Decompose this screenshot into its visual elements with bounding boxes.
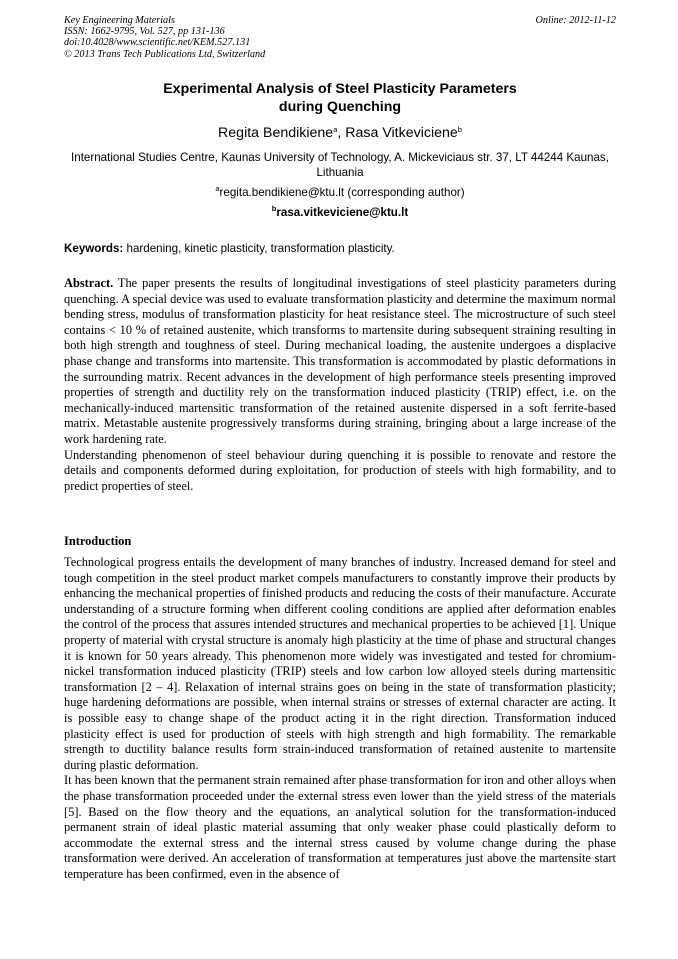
email-a-text: regita.bendikiene@ktu.lt (corresponding author) [219, 186, 465, 199]
abstract-label: Abstract. [64, 276, 114, 290]
author-list [64, 125, 616, 142]
keywords-text: hardening, kinetic plasticity, transformation plasticity. [123, 242, 395, 255]
email-b [64, 206, 616, 220]
introduction-body [64, 555, 616, 882]
title-line-2: during Quenching [278, 98, 402, 115]
keywords [64, 242, 616, 256]
introduction-paragraph-1: Technological progress entails the development of many branches of industry. Increased demand for steel and tough competition in the steel product market compels manufacturers to constantly improve their products by enhancing the mechanical properties of finished products and reducing the costs of their manufacture. Accurate understanding of a structure forming when different cooling conditions are applied after deformation enables the control of the process that assures intended structures and mechanical properties to be achieved [1]. Unique property of material with crystal structure is anomaly high plasticity at the time of phase and structural changes it is known for 50 years already. This phenomenon more widely was investigated and tested for chromium-nickel transformation induced plasticity (TRIP) steels and low carbon low alloyed steels during martensitic transformation [2 – 4]. Relaxation of internal strains goes on being in the state of transformation plasticity; huge hardening deformations are possible, when internal strains or stresses of external character are acting. It is possible easy to change shape of the product acting it in the right direction. Transformation induced plasticity effect is used for production of steels with high strength and high formability. The remarkable strength to ductility balance results form strain-induced transformation of retained austenite to martensite during plastic deformation. [64, 555, 616, 772]
paper-title [64, 81, 616, 116]
abstract-paragraph-1 [64, 276, 616, 448]
doi-line: doi:10.4028/www.scientific.net/KEM.527.131 [64, 37, 251, 49]
journal-header [64, 15, 616, 60]
email-a-sup: a [215, 184, 220, 193]
affiliation: International Studies Centre, Kaunas University of Technology, A. Mickeviciaus str. 37, LT 44244 Kaunas, Lithuania [71, 151, 609, 179]
author-1-sup: a [333, 125, 338, 134]
title-line-1: Experimental Analysis of Steel Plasticity Parameters [163, 81, 517, 97]
email-b-text: rasa.vitkeviciene@ktu.lt [276, 206, 409, 219]
copyright-line: © 2013 Trans Tech Publications Ltd, Switzerland [64, 48, 266, 60]
author-2: Rasa Vitkeviciene [345, 125, 458, 141]
abstract [64, 276, 616, 494]
issn-line: ISSN: 1662-9795, Vol. 527, pp 131-136 [64, 26, 225, 38]
section-heading-introduction: Introduction [64, 534, 132, 548]
email-b-sup: b [271, 204, 277, 213]
email-a [64, 186, 616, 200]
author-2-sup: b [457, 125, 462, 134]
journal-name: Key Engineering Materials [64, 15, 175, 26]
author-separator: , [337, 125, 346, 141]
abstract-paragraph-2: Understanding phenomenon of steel behaviour during quenching it is possible to renovate and restore the details and components deformed during exploitation, for production of steels with high formability, and to predict properties of steel. [64, 447, 616, 493]
introduction-paragraph-2: It has been known that the permanent strain remained after phase transformation for iron and other alloys when the phase transformation proceeded under the external stress even lower than the yield stress of the materials [5]. Based on the flow theory and the equations, an analytical solution for the transformation-induced permanent strain of ideal plastic material assuming that only weaker phase could plastically deform to accommodate the external stress and the internal stress caused by volume change during the phase transformation were derived. An acceleration of transformation at temperatures just above the martensite start temperature has been confirmed, even in the absence of [64, 773, 616, 881]
author-1: Regita Bendikiene [218, 125, 334, 141]
online-date: Online: 2012-11-12 [535, 15, 616, 26]
abstract-text-1: The paper presents the results of longitudinal investigations of steel plasticity parameters during quenching. A special device was used to evaluate transformation plasticity and determine the maximum normal bending stress, modulus of transformation plasticity for heat resistance steel. The microstructure of such steel contains < 10 % of retained austenite, which transforms to martensite during subsequent straining resulting in both high strength and toughness of steel. During mechanical loading, the austenite undergoes a displacive phase change and transforms into martensite. This transformation is accommodated by plastic deformations in the surrounding matrix. Recent advances in the development of high performance steels presenting improved properties of strength and ductility rely on the transformation induced plasticity (TRIP) effect, i.e. on the mechanically-induced martensitic transformation of the retained austenite dispersed in a soft ferrite-based matrix. Metastable austenite progressively transforms during straining, bringing about a large increase of the work hardening rate. [64, 276, 616, 446]
keywords-label: Keywords: [64, 242, 124, 255]
